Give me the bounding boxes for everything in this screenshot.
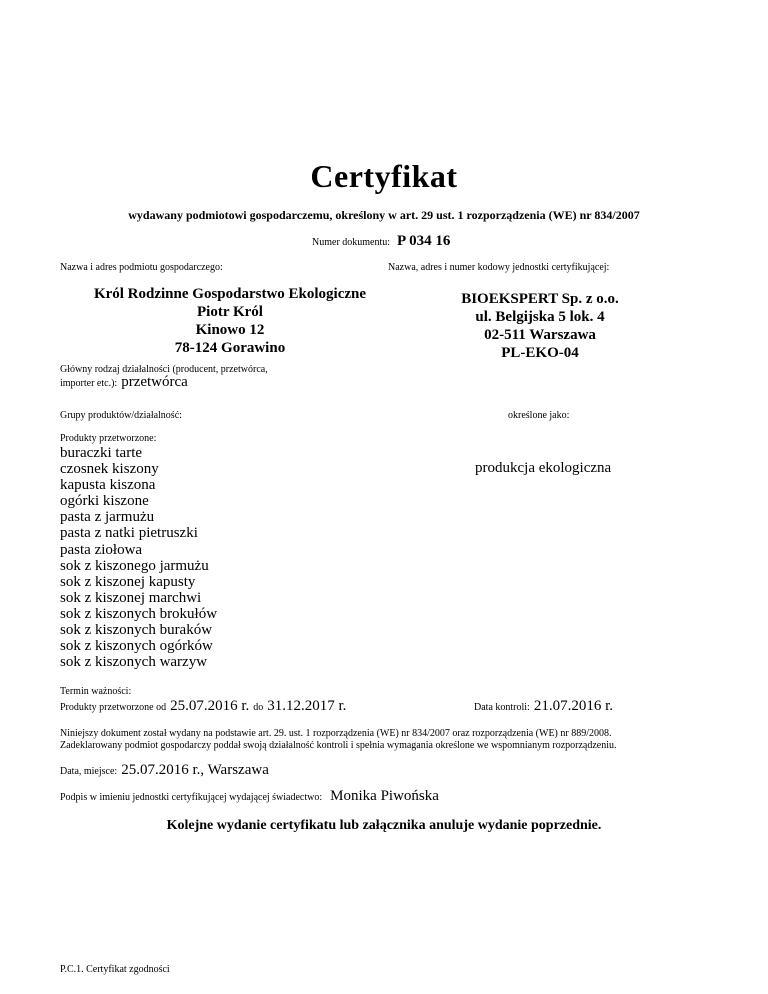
validity-to-value: 31.12.2017 r. [267, 698, 347, 714]
activity-label-line2: importer etc.): [60, 378, 118, 389]
list-item: kapusta kiszona [60, 477, 156, 494]
list-item: sok z kiszonej kapusty [60, 573, 196, 590]
document-number-label: Numer dokumentu: [312, 237, 391, 248]
validity-to-label: do [253, 702, 264, 713]
list-item: sok z kiszonego jarmużu [60, 557, 209, 574]
notice: Kolejne wydanie certyfikatu lub załącznika anuluje wydanie poprzednie. [166, 818, 602, 833]
groups-label: Grupy produktów/działalność: [60, 410, 182, 421]
certifier-city: 02-511 Warszawa [484, 327, 596, 343]
activity-label-line1: Główny rodzaj działalności (producent, przetwórca, [60, 364, 268, 375]
signature-value: Monika Piwońska [330, 788, 439, 804]
document-number [312, 232, 450, 250]
list-item: sok z kiszonych brokułów [60, 605, 218, 622]
validity-from-label: Produkty przetworzone od [60, 702, 167, 713]
signature-label: Podpis w imieniu jednostki certyfikującej wydającej świadectwo: [60, 792, 323, 803]
activity-value: przetwórca [121, 374, 188, 390]
legal-text [60, 728, 617, 752]
control-date-label: Data kontroli: [474, 702, 530, 713]
list-item: buraczki tarte [60, 445, 143, 461]
list-item: pasta z jarmużu [60, 509, 155, 526]
certifier-code: PL-EKO-04 [501, 345, 579, 361]
list-item: sok z kiszonych buraków [60, 622, 213, 639]
list-item: sok z kiszonej marchwi [60, 589, 202, 606]
certifier-label: Nazwa, adres i numer kodowy jednostki certyfikującej: [388, 262, 610, 273]
page-subtitle: wydawany podmiotowi gospodarczemu, określony w art. 29 ust. 1 rozporządzenia (WE) nr 834/2007 [128, 208, 640, 222]
product-list [60, 445, 217, 670]
validity-label: Termin ważności: [60, 686, 132, 697]
validity-from-value: 25.07.2016 r. [170, 698, 250, 714]
certifier-block [408, 290, 672, 362]
document-number-value: P 034 16 [397, 233, 451, 249]
issued-row [60, 761, 269, 779]
processed-products-label: Produkty przetworzone: [60, 433, 157, 444]
list-item: sok z kiszonych ogórków [60, 638, 213, 655]
control-date [474, 697, 613, 715]
production-type: produkcja ekologiczna [475, 460, 612, 476]
list-item: sok z kiszonych warzyw [60, 654, 208, 671]
list-item: pasta z natki pietruszki [60, 525, 198, 542]
list-item: ogórki kiszone [60, 493, 149, 510]
activity-row [60, 373, 188, 391]
operator-street: Kinowo 12 [195, 322, 265, 338]
issued-value: 25.07.2016 r., Warszawa [121, 762, 269, 778]
control-date-value: 21.07.2016 r. [533, 698, 613, 714]
operator-label: Nazwa i adres podmiotu gospodarczego: [60, 262, 223, 273]
page-title: Certyfikat [310, 158, 458, 194]
footer: P.C.1. Certyfikat zgodności [60, 964, 170, 975]
validity-row [60, 697, 346, 715]
signature-row [60, 787, 439, 805]
issued-label: Data, miejsce: [60, 766, 118, 777]
list-item: czosnek kiszony [60, 461, 159, 478]
legal-line-2: Zadeklarowany podmiot gospodarczy poddał swoją działalność kontroli i spełnia wymagania określone we wspomnianym rozporządzeniu. [60, 740, 617, 751]
operator-city: 78-124 Gorawino [174, 340, 286, 356]
certifier-name: BIOEKSPERT Sp. z o.o. [461, 291, 619, 307]
operator-person: Piotr Król [197, 304, 263, 320]
list-item: pasta ziołowa [60, 541, 143, 558]
operator-name: Król Rodzinne Gospodarstwo Ekologiczne [93, 286, 367, 302]
operator-block [60, 285, 400, 357]
certifier-street: ul. Belgijska 5 lok. 4 [475, 309, 605, 325]
defined-as-label: określone jako: [508, 410, 570, 421]
legal-line-1: Niniejszy dokument został wydany na podstawie art. 29. ust. 1 rozporządzenia (WE) nr 834/2007 oraz rozporządzenia (WE) nr 889/2008. [60, 728, 612, 739]
